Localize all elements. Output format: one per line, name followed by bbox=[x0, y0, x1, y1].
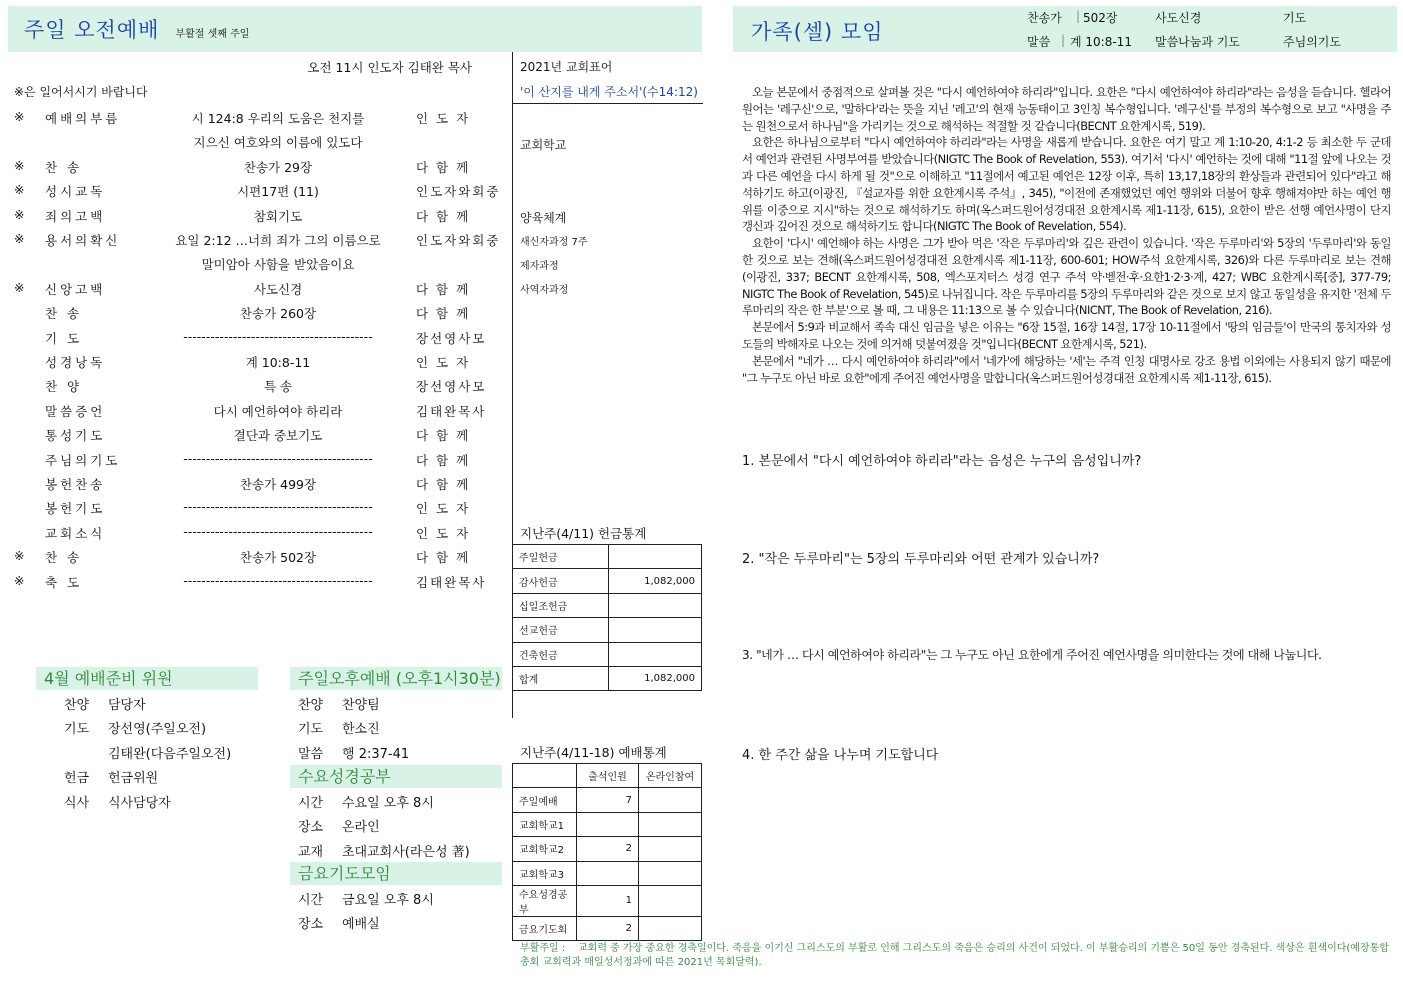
kv-key: 찬양 bbox=[298, 698, 324, 713]
offering-value bbox=[609, 618, 702, 642]
service-item-content: 요일 2:12 …너희 죄가 그의 이름으로 bbox=[175, 233, 381, 248]
offering-value bbox=[609, 642, 702, 666]
stand-mark: ※ bbox=[14, 279, 25, 295]
offering-table bbox=[512, 544, 702, 691]
stand-mark: ※ bbox=[14, 182, 25, 198]
stand-mark: ※ bbox=[14, 548, 25, 564]
training-item: 새신자과정 7주 bbox=[520, 237, 588, 248]
service-item-name: 성경낭독 bbox=[45, 355, 106, 370]
offering-row bbox=[513, 666, 702, 690]
service-item-content: ------------------------------------------ bbox=[183, 523, 373, 539]
service-row bbox=[8, 569, 512, 593]
service-row bbox=[8, 203, 512, 227]
attendance-row bbox=[513, 812, 702, 836]
service-row bbox=[8, 398, 512, 422]
attendance-label: 주일예배 bbox=[513, 788, 577, 812]
offering-row bbox=[513, 642, 702, 666]
offering-label: 감사헌금 bbox=[513, 569, 609, 593]
offering-row bbox=[513, 593, 702, 617]
service-item-leader: 김태완목사 bbox=[416, 574, 487, 590]
question: 4. 한 주간 삶을 나누며 기도합니다 bbox=[742, 748, 939, 763]
right-header bbox=[733, 6, 1397, 52]
service-row bbox=[8, 129, 512, 153]
service-item-name: 성시교독 bbox=[45, 184, 106, 200]
question: 2. "작은 두루마리"는 5장의 두루마리와 어떤 관계가 있습니까? bbox=[742, 552, 1100, 567]
attendance-title: 지난주(4/11-18) 예배통계 bbox=[520, 745, 667, 760]
service-item-name: 죄의고백 bbox=[45, 208, 106, 224]
body-paragraph: 요한은 하나님으로부터 "다시 예언하여야 하리라"라는 사명을 새롭게 받습니다. 요한은 여기 말고 계 1:10-20, 4:1-2 등 최소한 두 군데서 예언과 관련된 사명부여를 받았습니다(NIGTC The Book of Revelation, 553). 여기서 '다시' 예언하는 것에 대해 "11절 앞에 나오는 것과 다른 예언을 다시 하게 될 것"으로 이해하고 "11절에서 예고된 예언은 12장 이후, 특히 13,17,18장의 환상들과 관련되어 있다"라고 해석하기도 하고(이광진, 『설교자를 위한 요한계시록 주석』, 345), "이전에 존재했었던 예언 행위와 더불어 향후 행해져야만 하는 예언 행위를 이중으로 지시"하는 것으로 해석하기도 하며(옥스퍼드원어성경대전 요한계시록 제1-11장, 615), 요한이 받은 선행 예언사명이 단지 갱신과 깊어진 것으로 해석하기도 합니다(NIGTC The Book of Revelation, 554). bbox=[742, 135, 1391, 234]
offering-value: 1,082,000 bbox=[609, 569, 702, 593]
service-item-content: 시편17편 (11) bbox=[237, 184, 319, 200]
attendance-present bbox=[577, 861, 639, 885]
service-item-content: 다시 예언하여야 하리라 bbox=[213, 403, 343, 419]
kv-value: 수요일 오후 8시 bbox=[342, 796, 434, 811]
offering-value bbox=[609, 545, 702, 569]
attendance-present bbox=[577, 812, 639, 836]
service-row bbox=[8, 178, 512, 202]
service-item-content: 찬송가 29장 bbox=[243, 159, 313, 175]
kv-value: 한소진 bbox=[342, 722, 380, 738]
service-row bbox=[8, 251, 512, 275]
kv-key: 기도 bbox=[298, 722, 324, 738]
kv-key: 교재 bbox=[298, 844, 324, 860]
service-item-leader: 다 함 께 bbox=[416, 550, 471, 566]
service-item-leader: 인 도 자 bbox=[416, 111, 471, 126]
offering-label: 건축헌금 bbox=[513, 642, 609, 666]
kv-value: 담당자 bbox=[108, 698, 146, 713]
stand-mark: ※ bbox=[14, 157, 25, 173]
attendance-online bbox=[639, 788, 702, 812]
header-lords-prayer: 주님의기도 bbox=[1283, 35, 1341, 49]
kv-value: 장선영(주일오전) bbox=[108, 722, 207, 738]
footnote bbox=[520, 942, 1392, 970]
attendance-online bbox=[639, 861, 702, 885]
offering-title: 지난주(4/11) 헌금통계 bbox=[520, 526, 647, 541]
attendance-row bbox=[513, 916, 702, 940]
attendance-label: 수요성경공부 bbox=[513, 885, 577, 916]
question: 1. 본문에서 "다시 예언하여야 하리라"라는 음성은 누구의 음성입니까? bbox=[742, 454, 1142, 469]
service-item-leader: 다 함 께 bbox=[416, 452, 471, 468]
service-item-name: 찬 송 bbox=[45, 550, 83, 566]
attendance-present: 7 bbox=[577, 788, 639, 812]
stand-mark: ※ bbox=[14, 109, 25, 124]
attendance-header bbox=[513, 764, 577, 788]
stand-mark: ※ bbox=[14, 572, 25, 588]
kv-value: 행 2:37-41 bbox=[342, 746, 410, 762]
service-item-leader: 다 함 께 bbox=[416, 159, 471, 175]
service-row bbox=[8, 495, 512, 519]
service-item-name: 찬 양 bbox=[45, 379, 83, 395]
service-item-content: ------------------------------------------ bbox=[183, 499, 373, 515]
motto-label: 2021년 교회표어 bbox=[520, 60, 613, 74]
service-item-leader: 다 함 께 bbox=[416, 281, 471, 297]
attendance-label: 교회학교1 bbox=[513, 812, 577, 836]
attendance-header: 온라인참여 bbox=[639, 764, 702, 788]
service-item-leader: 인 도 자 bbox=[416, 525, 471, 541]
service-item-content: 계 10:8-11 bbox=[245, 355, 311, 370]
service-row bbox=[8, 276, 512, 300]
service-row bbox=[8, 471, 512, 495]
afternoon-title: 주일오후예배 (오후1시30분) bbox=[290, 667, 502, 690]
service-item-leader: 다 함 께 bbox=[416, 428, 471, 444]
kv-key: 시간 bbox=[298, 893, 324, 908]
offering-row bbox=[513, 545, 702, 569]
service-row bbox=[8, 325, 512, 349]
service-item-content: ------------------------------------------ bbox=[183, 328, 373, 344]
stand-note: ※은 일어서시기 바랍니다 bbox=[14, 85, 148, 99]
header-creed: 사도신경 bbox=[1155, 11, 1202, 25]
kv-value: 예배실 bbox=[342, 917, 380, 933]
kv-key: 시간 bbox=[298, 796, 324, 811]
service-row bbox=[8, 373, 512, 397]
attendance-label: 교회학교2 bbox=[513, 837, 577, 861]
offering-row bbox=[513, 569, 702, 593]
service-item-name: 교회소식 bbox=[45, 525, 106, 541]
attendance-row bbox=[513, 885, 702, 916]
service-row bbox=[8, 520, 512, 544]
service-item-name: 예배의부름 bbox=[45, 111, 121, 126]
attendance-online bbox=[639, 916, 702, 940]
service-item-name: 주님의기도 bbox=[45, 452, 121, 468]
service-item-name: 통성기도 bbox=[45, 428, 106, 444]
service-row bbox=[8, 349, 512, 373]
service-row bbox=[8, 422, 512, 446]
attendance-online bbox=[639, 837, 702, 861]
service-item-name: 봉헌기도 bbox=[45, 501, 106, 517]
service-item-content: ------------------------------------------ bbox=[183, 572, 373, 588]
attendance-row bbox=[513, 837, 702, 861]
header-sharing: 말씀나눔과 기도 bbox=[1155, 35, 1240, 49]
service-leader-line: 오전 11시 인도자 김태완 목사 bbox=[307, 60, 472, 75]
header-hymn-value: 502장 bbox=[1083, 11, 1118, 25]
service-item-name: 봉헌찬송 bbox=[45, 477, 106, 492]
attendance-online bbox=[639, 812, 702, 836]
attendance-row bbox=[513, 788, 702, 812]
sermon-notes bbox=[742, 84, 1391, 386]
service-item-name: 축 도 bbox=[45, 574, 83, 590]
kv-key: 헌금 bbox=[64, 771, 90, 787]
offering-label: 주일헌금 bbox=[513, 545, 609, 569]
offering-label: 합계 bbox=[513, 666, 609, 690]
service-item-leader: 다 함 께 bbox=[416, 477, 471, 492]
kv-key: 말씀 bbox=[298, 746, 324, 762]
offering-row bbox=[513, 618, 702, 642]
service-item-leader: 인도자와회중 bbox=[416, 184, 501, 200]
service-item-content: 특 송 bbox=[263, 379, 293, 395]
service-item-leader: 김태완목사 bbox=[416, 403, 487, 419]
training-item: 사역자과정 bbox=[520, 285, 569, 296]
header-divider: | bbox=[1061, 33, 1066, 47]
service-row bbox=[8, 447, 512, 471]
body-paragraph: 본문에서 "네가 … 다시 예언하여야 하리라"에서 '네가'에 해당하는 '세'는 주격 인칭 대명사로 강조 용법 이외에는 사용되지 않기 때문에 "그 누구도 아닌 바로 요한"에게 주어진 예언사명을 말합니다(옥스퍼드원어성경대전 요한계시록 제1-11장, 615). bbox=[742, 353, 1391, 385]
kv-key: 식사 bbox=[64, 795, 90, 811]
attendance-online bbox=[639, 885, 702, 916]
attendance-label: 교회학교3 bbox=[513, 861, 577, 885]
kv-value: 식사담당자 bbox=[108, 795, 171, 811]
attendance-row bbox=[513, 861, 702, 885]
prep-title: 4월 예배준비 위원 bbox=[36, 667, 258, 690]
attendance-present: 2 bbox=[577, 837, 639, 861]
church-school: 교회학교 bbox=[520, 138, 567, 152]
offering-value: 1,082,000 bbox=[609, 666, 702, 690]
kv-key: 장소 bbox=[298, 917, 324, 933]
footnote-text: 교회력 중 가장 중요한 경축일이다. 죽음을 이기신 그리스도의 부활로 인해 그리스도의 죽음은 승리의 사건이 되었다. 이 부활승리의 기쁨은 50일 동안 경축된다. 색상은 흰색이다(예장통합 총회 교회력과 매일성서정과에 따른 2021년 목회달력). bbox=[520, 943, 1389, 968]
kv-value: 온라인 bbox=[342, 820, 380, 836]
service-item-name: 말씀증언 bbox=[45, 403, 106, 419]
attendance-label: 금요기도회 bbox=[513, 916, 577, 940]
service-item-leader: 장선영사모 bbox=[416, 330, 487, 346]
family-meeting-title: 가족(셀) 모임 bbox=[751, 20, 884, 44]
offering-label: 십일조헌금 bbox=[513, 593, 609, 617]
kv-value: 금요일 오후 8시 bbox=[342, 893, 434, 908]
attendance-present: 2 bbox=[577, 916, 639, 940]
body-paragraph: 요한이 '다시' 예언해야 하는 사명은 그가 받아 먹은 '작은 두루마리'와 깊은 관련이 있습니다. '작은 두루마리'와 5장의 '두루마리'와 동일한 것으로 보는 견해(옥스퍼드원어성경대전 요한계시록 제1-11장, 600-601; HOW주석 요한계시록, 326)와 다른 두루마리로 보는 견해(이광진, 337; BECNT 요한계시록, 508, 엑스포지터스 성경 연구 주석 약·벧전·후·요한1·2·3·계, 427; WBC 요한계시록[중], 377-79; NIGTC The Book of Revelation, 545)로 나뉘집니다. 작은 두루마리를 5장의 두루마리와 같은 것으로 보지 않고 동일성을 유지한 '전체 두루마리의 작은 한 부분'으로 볼 때, 그 내용은 11:13으로 볼 수 있습니다(NICNT, The Book of Revelation, 216). bbox=[742, 236, 1391, 318]
offering-value bbox=[609, 593, 702, 617]
service-item-content: 결단과 중보기도 bbox=[233, 428, 323, 444]
kv-value: 찬양팀 bbox=[342, 698, 380, 713]
service-row bbox=[8, 300, 512, 324]
header-word-label: 말씀 bbox=[1027, 35, 1051, 49]
fri-title: 금요기도모임 bbox=[290, 862, 502, 885]
attendance-present: 1 bbox=[577, 885, 639, 916]
divider bbox=[513, 103, 703, 104]
body-paragraph: 본문에서 5:9과 비교해서 족속 대신 임금을 넣은 이유는 "6장 15절, 16장 14절, 17장 10-11절에서 '땅의 임금들'이 만국의 통치자와 성도들의 박해자로 나오는 것에 의거해 덧붙여졌을 것"입니다(BECNT 요한계시록, 521). bbox=[742, 320, 1391, 351]
kv-value: 헌금위원 bbox=[108, 771, 159, 787]
service-item-content: 찬송가 260장 bbox=[239, 306, 317, 322]
left-header bbox=[8, 6, 702, 52]
body-paragraph: 오늘 본문에서 중점적으로 살펴볼 것은 "다시 예언하여야 하리라"입니다. 요한은 "다시 예언하여야 하리라"라는 음성을 듣습니다. 헬라어 원어는 '레구신'으로, '말하다'라는 뜻을 지닌 '레고'의 현재 능동태이고 3인칭 복수형입니다. '레구신'를 부정의 복수형으로 보고 "사명을 주는 원천으로서 하나님"을 가리키는 것으로 해석하는 적절할 것 같습니다(BECNT 요한계시록, 519). bbox=[742, 85, 1391, 133]
training-title: 양육체계 bbox=[520, 211, 567, 225]
service-item-leader: 인 도 자 bbox=[416, 355, 471, 370]
service-item-content: 말미암아 사함을 받았음이요 bbox=[201, 257, 355, 273]
question: 3. "네가 … 다시 예언하여야 하리라"는 그 누구도 아닌 요한에게 주어진 예언사명을 의미한다는 것에 대해 나눕니다. bbox=[742, 648, 1322, 662]
attendance-header: 출석인원 bbox=[577, 764, 639, 788]
offering-label: 선교헌금 bbox=[513, 618, 609, 642]
kv-key: 찬양 bbox=[64, 698, 90, 713]
service-item-content: 찬송가 499장 bbox=[239, 477, 317, 492]
stand-mark: ※ bbox=[14, 206, 25, 222]
service-item-content: 시 124:8 우리의 도움은 천지를 bbox=[191, 111, 365, 126]
service-item-leader: 인도자와회중 bbox=[416, 233, 501, 248]
service-item-leader: 장선영사모 bbox=[416, 379, 487, 395]
kv-key: 장소 bbox=[298, 820, 324, 836]
service-item-content: ------------------------------------------ bbox=[183, 450, 373, 466]
footnote-label: 부활주일 : bbox=[520, 943, 566, 954]
service-item-name: 신앙고백 bbox=[45, 281, 106, 297]
service-item-leader: 다 함 께 bbox=[416, 306, 471, 322]
service-item-leader: 인 도 자 bbox=[416, 501, 471, 517]
service-item-content: 지으신 여호와의 이름에 있도다 bbox=[193, 135, 363, 151]
attendance-table bbox=[512, 763, 702, 941]
service-item-content: 찬송가 502장 bbox=[239, 550, 317, 566]
service-item-content: 참회기도 bbox=[253, 208, 303, 224]
service-item-name: 용서의확신 bbox=[45, 233, 121, 248]
stand-mark: ※ bbox=[14, 231, 25, 246]
service-item-name: 찬 송 bbox=[45, 306, 83, 322]
header-word-value: 계 10:8-11 bbox=[1070, 35, 1132, 49]
service-row bbox=[8, 227, 512, 251]
page-title: 주일 오전예배 bbox=[24, 18, 160, 42]
service-row bbox=[8, 105, 512, 129]
service-item-name: 찬 송 bbox=[45, 159, 83, 175]
header-prayer: 기도 bbox=[1283, 11, 1307, 25]
page-subtitle: 부활절 셋째 주일 bbox=[175, 28, 250, 40]
kv-key: 기도 bbox=[64, 722, 90, 738]
training-item: 제자과정 bbox=[520, 261, 559, 272]
kv-value: 초대교회사(라은성 著) bbox=[342, 844, 470, 860]
header-divider: | bbox=[1076, 9, 1081, 23]
motto: '이 산지를 내게 주소서'(수14:12) bbox=[520, 85, 698, 99]
service-row bbox=[8, 544, 512, 568]
service-item-name: 기 도 bbox=[45, 330, 83, 346]
header-hymn-label: 찬송가 bbox=[1027, 11, 1062, 25]
service-row bbox=[8, 154, 512, 178]
service-item-content: 사도신경 bbox=[253, 281, 303, 297]
wed-title: 수요성경공부 bbox=[290, 765, 502, 788]
kv-value: 김태완(다음주일오전) bbox=[108, 746, 232, 762]
service-item-leader: 다 함 께 bbox=[416, 208, 471, 224]
